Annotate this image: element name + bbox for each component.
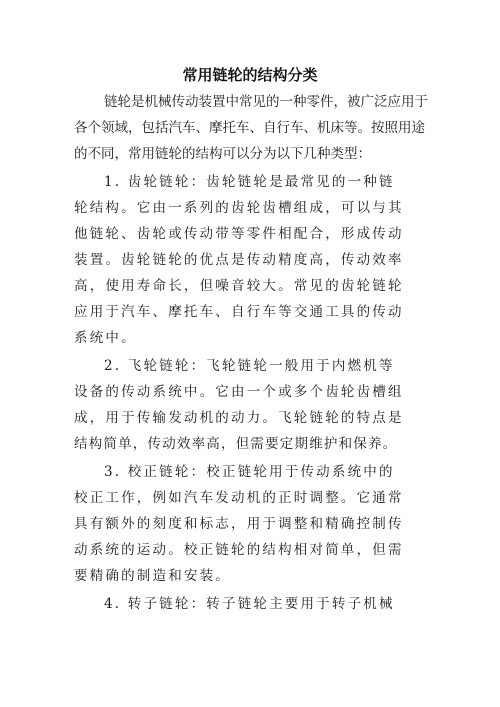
paragraph-line: 他链轮、齿轮或传动带等零件相配合，形成传动 (74, 226, 404, 242)
paragraph-line: 装置。齿轮链轮的优点是传动精度高，传动效率 (74, 252, 404, 268)
paragraph-line: 各个领域，包括汽车、摩托车、自行车、机床等。按照用途 (74, 120, 425, 136)
paragraph-line: 设备的传动系统中。它由一个或多个齿轮齿槽组 (74, 384, 404, 400)
paragraph-line: 3. 校正链轮：校正链轮用于传动系统中的 (104, 464, 395, 480)
paragraph-line: 轮结构。它由一系列的齿轮齿槽组成，可以与其 (74, 200, 404, 216)
paragraph-line: 链轮是机械传动装置中常见的一种零件，被广泛应用于 (104, 94, 428, 110)
paragraph-line: 成，用于传输发动机的动力。飞轮链轮的特点是 (74, 410, 404, 426)
paragraph-line: 要精确的制造和安装。 (74, 568, 231, 584)
paragraph-line: 1. 齿轮链轮：齿轮链轮是最常见的一种链 (104, 174, 395, 190)
paragraph-line: 结构简单，传动效率高，但需要定期维护和保养。 (74, 436, 398, 452)
paragraph-line: 校正工作，例如汽车发动机的正时调整。它通常 (74, 490, 404, 506)
paragraph-line: 动系统的运动。校正链轮的结构相对简单，但需 (74, 542, 404, 558)
paragraph-line: 具有额外的刻度和标志，用于调整和精确控制传 (74, 516, 404, 532)
paragraph-line: 2. 飞轮链轮：飞轮链轮一般用于内燃机等 (104, 358, 395, 374)
paragraph-line: 系统中。 (74, 330, 137, 346)
paragraph-line: 高，使用寿命长，但噪音较大。常见的齿轮链轮 (74, 278, 404, 294)
paragraph-line: 4. 转子链轮：转子链轮主要用于转子机械 (104, 596, 395, 612)
document-title: 常用链轮的结构分类 (182, 66, 318, 84)
paragraph-line: 应用于汽车、摩托车、自行车等交通工具的传动 (74, 304, 404, 320)
paragraph-line: 的不同，常用链轮的结构可以分为以下几种类型： (74, 146, 371, 162)
